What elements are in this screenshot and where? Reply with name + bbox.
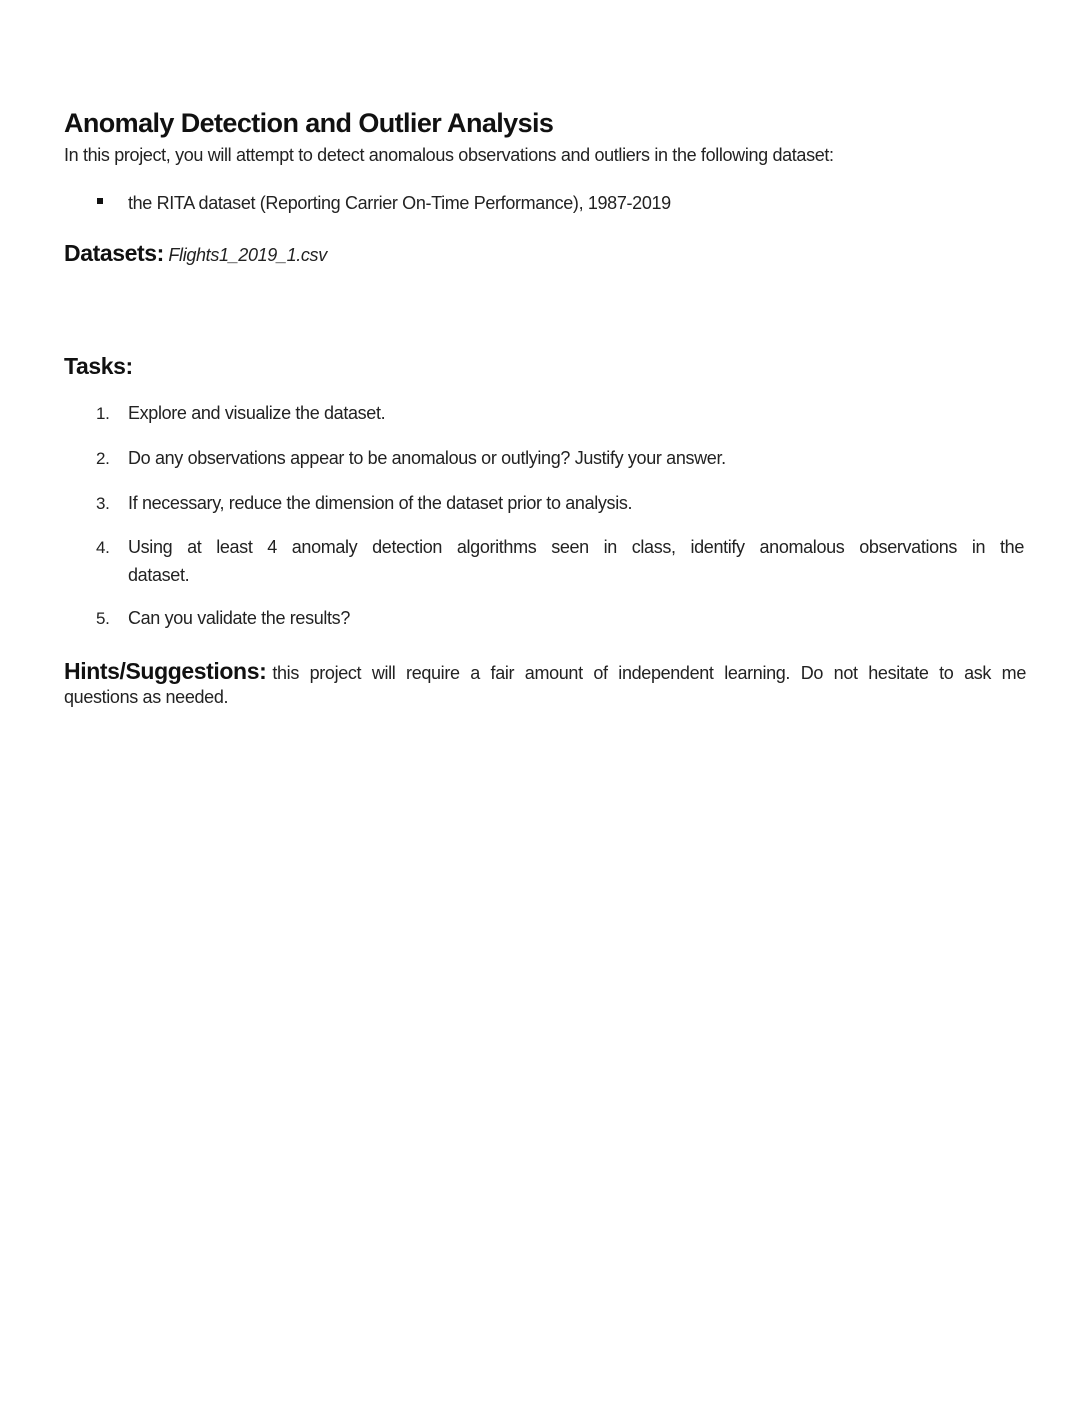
task-number: 1. [96,404,110,423]
task-number: 2. [96,449,110,468]
task-item-line2: dataset. [128,565,190,585]
task-item: If necessary, reduce the dimension of the dataset prior to analysis. [128,493,633,513]
intro-text: In this project, you will attempt to detect anomalous observations and outliers in the following dataset: [64,145,834,165]
datasets-value: Flights1_2019_1.csv [168,245,327,265]
task-item: Can you validate the results? [128,608,350,628]
hints-paragraph [64,658,1026,708]
hints-text-line2: questions as needed. [64,687,229,707]
hints-text-line1: this project will require a fair amount of independent learning. Do not hesitate to ask me [272,663,1026,683]
dataset-bullet-item: the RITA dataset (Reporting Carrier On-Time Performance), 1987-2019 [128,193,671,213]
task-item-line1: Using at least 4 anomaly detection algorithms seen in class, identify anomalous observations in the [128,537,1024,557]
tasks-heading: Tasks: [64,353,133,379]
datasets-label: Datasets: [64,240,164,266]
task-number: 3. [96,494,110,513]
task-number: 5. [96,609,110,628]
task-item: Explore and visualize the dataset. [128,403,386,423]
bullet-icon [97,198,103,204]
page-title: Anomaly Detection and Outlier Analysis [64,108,554,138]
hints-label: Hints/Suggestions: [64,658,267,684]
task-item: Do any observations appear to be anomalous or outlying? Justify your answer. [128,448,726,468]
task-number: 4. [96,538,110,557]
datasets-line [64,240,327,267]
